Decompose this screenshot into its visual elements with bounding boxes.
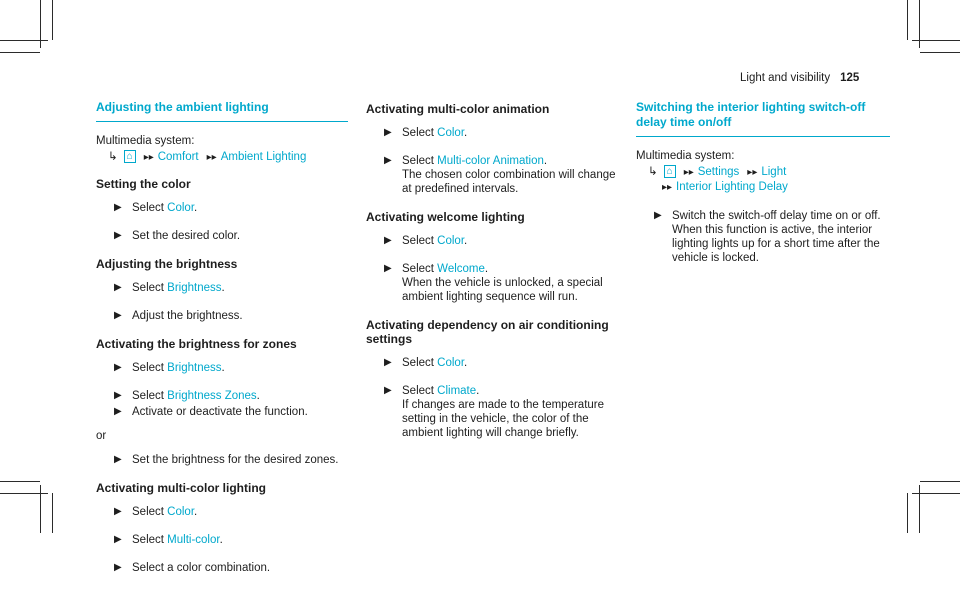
- step: ▶ Select Color.: [384, 127, 468, 139]
- step-bullet-icon: ▶: [654, 210, 662, 221]
- menu-item: Color: [437, 127, 465, 139]
- step-bullet-icon: ▶: [114, 282, 122, 293]
- step: ▶ Select Color.: [114, 202, 198, 214]
- intro-text: Multimedia system:: [96, 135, 195, 147]
- column-2: [366, 100, 618, 454]
- or-text: or: [96, 430, 107, 442]
- step: ▶ Set the brightness for the desired zones.: [114, 454, 339, 466]
- crop-mark: [907, 493, 908, 533]
- step: ▶ Adjust the brightness.: [114, 310, 243, 322]
- crop-mark: [0, 40, 48, 41]
- subheading: Activating welcome lighting: [366, 210, 525, 224]
- step: ▶ Select Brightness Zones.: [114, 390, 260, 402]
- step: ▶ Activate or deactivate the function.: [114, 406, 308, 418]
- crop-mark: [907, 0, 908, 40]
- step: ▶ Select Color.: [114, 506, 198, 518]
- crop-mark: [0, 481, 40, 482]
- menu-item: Color: [167, 506, 195, 518]
- section-title: Adjusting the ambient lighting: [96, 100, 348, 122]
- return-arrow-icon: ↳: [108, 151, 118, 163]
- section-name: Light and visibility: [740, 72, 831, 84]
- subheading: Activating multi-color animation: [366, 102, 550, 116]
- menu-item: Interior Lighting Delay: [676, 181, 788, 193]
- step: ▶ Select Multi-color.: [114, 534, 223, 546]
- subheading: Setting the color: [96, 177, 191, 191]
- intro-text: Multimedia system:: [636, 150, 735, 162]
- running-header: [740, 72, 859, 84]
- return-arrow-icon: ↳: [648, 166, 658, 178]
- subheading: Adjusting the brightness: [96, 257, 238, 271]
- step-bullet-icon: ▶: [114, 202, 122, 213]
- menu-item: Ambient Lighting: [220, 151, 307, 163]
- step: ▶ Select a color combination.: [114, 562, 271, 574]
- column-1: [96, 100, 348, 589]
- step-bullet-icon: ▶: [384, 235, 392, 246]
- double-chevron-icon: ▸▸: [683, 167, 694, 178]
- step: ▶ Select Color.: [384, 357, 468, 369]
- step: ▶ Select Color.: [384, 235, 468, 247]
- menu-item: Climate: [437, 385, 477, 397]
- menu-item: Color: [437, 235, 465, 247]
- subheading: Activating dependency on air conditioning settings: [366, 318, 609, 346]
- step-bullet-icon: ▶: [384, 127, 392, 138]
- double-chevron-icon: ▸▸: [143, 152, 154, 163]
- menu-item: Multi-color: [167, 534, 220, 546]
- column-3: [636, 100, 890, 279]
- step-bullet-icon: ▶: [114, 310, 122, 321]
- step-bullet-icon: ▶: [384, 357, 392, 368]
- step-bullet-icon: ▶: [384, 385, 392, 396]
- step-bullet-icon: ▶: [114, 390, 122, 401]
- step: ▶ Select Welcome. When the vehicle is unlocked, a special ambient lighting sequence will run.: [384, 263, 603, 303]
- crop-mark: [912, 40, 960, 41]
- crop-mark: [912, 493, 960, 494]
- double-chevron-icon: ▸▸: [206, 152, 217, 163]
- step: ▶ Select Multi-color Animation. The chosen color combination will change at predefined intervals.: [384, 155, 616, 195]
- menu-item: Brightness: [167, 282, 222, 294]
- crop-mark: [52, 0, 53, 40]
- step-bullet-icon: ▶: [114, 506, 122, 517]
- step-bullet-icon: ▶: [114, 362, 122, 373]
- crop-mark: [0, 52, 40, 53]
- home-icon: ⌂: [124, 150, 136, 163]
- menu-item: Light: [761, 166, 787, 178]
- step: ▶ Select Climate. If changes are made to the temperature setting in the vehicle, the color of the ambient lighting will change briefly.: [384, 385, 605, 439]
- step: ▶ Select Brightness.: [114, 362, 225, 374]
- menu-path: [648, 165, 890, 195]
- step-bullet-icon: ▶: [114, 534, 122, 545]
- step-description: If changes are made to the temperature setting in the vehicle, the color of the ambient lighting will change briefly.: [402, 399, 605, 439]
- menu-item: Multi-color Animation: [437, 155, 544, 167]
- crop-mark: [920, 481, 960, 482]
- subheading: Activating multi-color lighting: [96, 481, 266, 495]
- page-number: 125: [840, 72, 860, 84]
- home-icon: ⌂: [664, 165, 676, 178]
- menu-item: Comfort: [157, 151, 199, 163]
- menu-item: Color: [437, 357, 465, 369]
- step: ▶ Switch the switch-off delay time on or off. When this function is active, the interior lighting lights up for a short time after the vehicle is locked.: [654, 210, 881, 264]
- menu-item: Color: [167, 202, 195, 214]
- step-bullet-icon: ▶: [114, 562, 122, 573]
- step: ▶ Select Brightness.: [114, 282, 225, 294]
- double-chevron-icon: ▸▸: [662, 182, 673, 193]
- section-title: Switching the interior lighting switch-off delay time on/off: [636, 100, 890, 137]
- crop-mark: [52, 493, 53, 533]
- menu-item: Settings: [697, 166, 740, 178]
- step-bullet-icon: ▶: [114, 454, 122, 465]
- subheading: Activating the brightness for zones: [96, 337, 297, 351]
- double-chevron-icon: ▸▸: [747, 167, 758, 178]
- step: ▶ Set the desired color.: [114, 230, 241, 242]
- menu-item: Brightness Zones: [167, 390, 257, 402]
- menu-item: Welcome: [437, 263, 485, 275]
- step-description: When the vehicle is unlocked, a special ambient lighting sequence will run.: [402, 277, 603, 303]
- step-description: The chosen color combination will change at predefined intervals.: [402, 169, 616, 195]
- step-bullet-icon: ▶: [114, 230, 122, 241]
- step-bullet-icon: ▶: [114, 406, 122, 417]
- step-bullet-icon: ▶: [384, 263, 392, 274]
- menu-item: Brightness: [167, 362, 222, 374]
- crop-mark: [0, 493, 48, 494]
- step-bullet-icon: ▶: [384, 155, 392, 166]
- menu-path: [108, 150, 348, 165]
- crop-mark: [920, 52, 960, 53]
